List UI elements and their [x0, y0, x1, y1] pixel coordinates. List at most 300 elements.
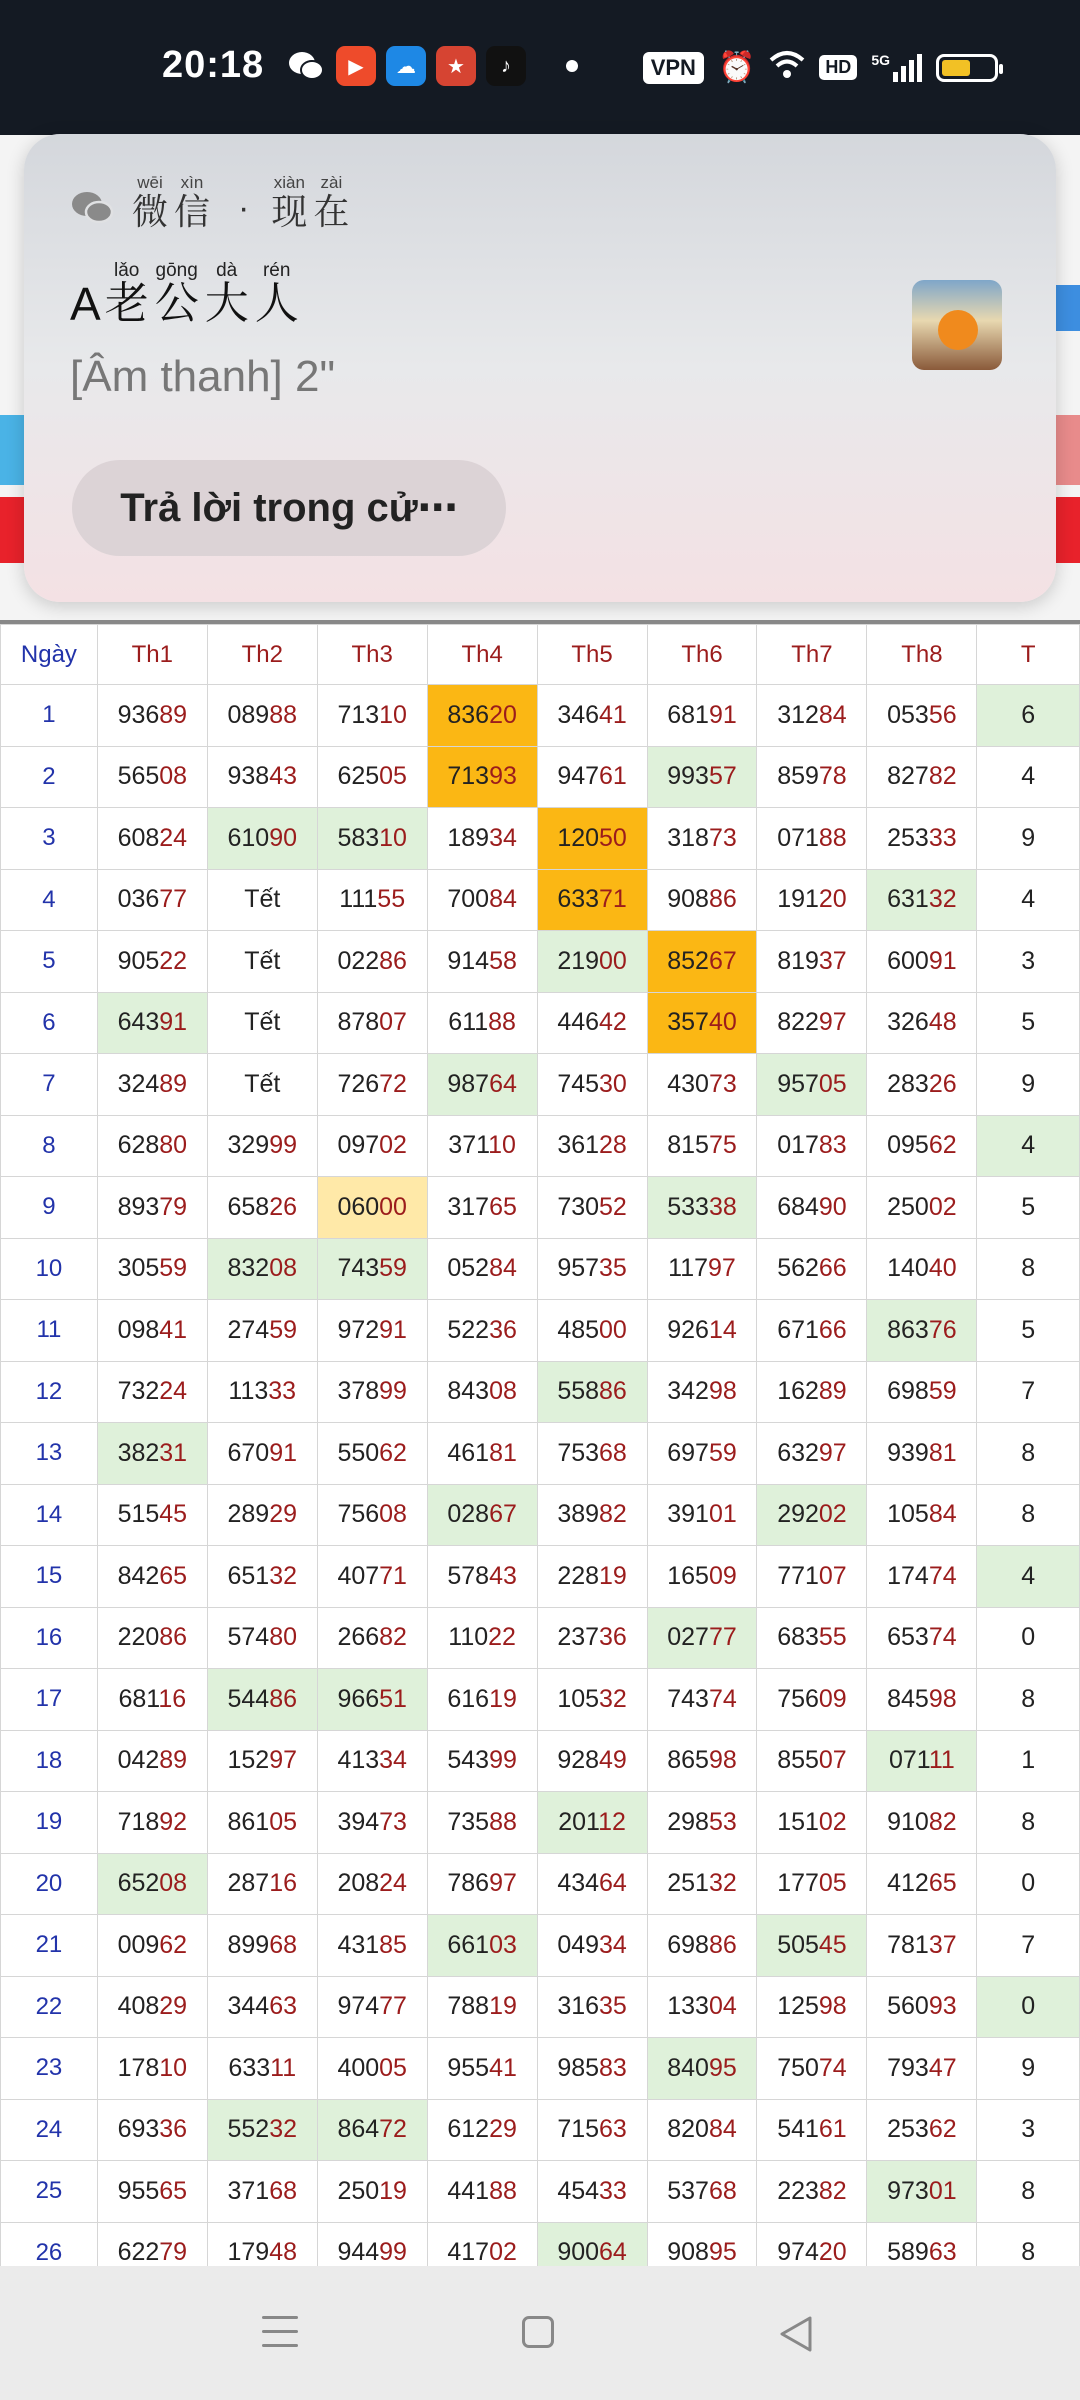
day-cell: 15	[1, 1546, 98, 1608]
result-cell: 04934	[537, 1915, 647, 1977]
sender-hanzi: 大	[204, 279, 249, 328]
result-cell: 61619	[427, 1669, 537, 1731]
result-cell: 7	[977, 1915, 1080, 1977]
result-cell: 62279	[97, 2222, 207, 2270]
result-cell: 72672	[317, 1054, 427, 1116]
app-name-hanzi: 信	[174, 191, 211, 232]
sender-hanzi: 老	[104, 279, 149, 328]
result-cell: 86598	[647, 1730, 757, 1792]
sender-avatar	[912, 280, 1002, 370]
notification-time	[271, 174, 355, 232]
result-cell: 38982	[537, 1484, 647, 1546]
result-cell: 82297	[757, 992, 867, 1054]
result-cell: 68191	[647, 685, 757, 747]
result-cell: 68355	[757, 1607, 867, 1669]
result-cell: 92614	[647, 1300, 757, 1362]
result-cell: 8	[977, 2222, 1080, 2270]
table-row	[1, 1792, 1080, 1854]
result-cell: Tết	[207, 1054, 317, 1116]
result-cell: 95541	[427, 2038, 537, 2100]
header-th6: Th6	[647, 625, 757, 685]
header-t: T	[977, 625, 1080, 685]
result-cell: 39473	[317, 1792, 427, 1854]
result-cell: 71892	[97, 1792, 207, 1854]
table-row	[1, 1115, 1080, 1177]
result-cell: 75368	[537, 1423, 647, 1485]
result-cell: 37168	[207, 2161, 317, 2223]
result-cell: 66103	[427, 1915, 537, 1977]
result-cell: 58310	[317, 808, 427, 870]
result-cell: 53768	[647, 2161, 757, 2223]
video-app-icon: ▶	[336, 46, 376, 86]
table-row	[1, 1423, 1080, 1485]
app-name-pinyin: wēi	[137, 173, 163, 192]
result-cell: 31284	[757, 685, 867, 747]
result-cell: 8	[977, 1423, 1080, 1485]
result-cell: 69886	[647, 1915, 757, 1977]
result-cell: 61188	[427, 992, 537, 1054]
result-cell: 26682	[317, 1607, 427, 1669]
table-row	[1, 1361, 1080, 1423]
result-cell: 85507	[757, 1730, 867, 1792]
result-cell: 51545	[97, 1484, 207, 1546]
app-name-hanzi: 微	[132, 191, 169, 232]
result-cell: 08988	[207, 685, 317, 747]
result-cell: 67091	[207, 1423, 317, 1485]
result-cell: 19120	[757, 869, 867, 931]
result-cell: 60824	[97, 808, 207, 870]
result-cell: 41265	[867, 1853, 977, 1915]
result-cell: 28929	[207, 1484, 317, 1546]
result-cell: 71393	[427, 746, 537, 808]
result-cell: 97291	[317, 1300, 427, 1362]
result-cell: 78819	[427, 1976, 537, 2038]
result-cell: 74374	[647, 1669, 757, 1731]
result-cell: 37899	[317, 1361, 427, 1423]
result-cell: 83620	[427, 685, 537, 747]
result-cell: 30559	[97, 1238, 207, 1300]
day-cell: 5	[1, 931, 98, 993]
result-cell: 84265	[97, 1546, 207, 1608]
result-cell: 41702	[427, 2222, 537, 2270]
result-cell: 8	[977, 2161, 1080, 2223]
result-cell: 17474	[867, 1546, 977, 1608]
day-cell: 13	[1, 1423, 98, 1485]
result-cell: 23736	[537, 1607, 647, 1669]
result-cell: 99357	[647, 746, 757, 808]
day-cell: 18	[1, 1730, 98, 1792]
result-cell: 97420	[757, 2222, 867, 2270]
day-cell: 20	[1, 1853, 98, 1915]
sender-pinyin: lǎo	[114, 260, 140, 281]
day-cell: 3	[1, 808, 98, 870]
result-cell: 11155	[317, 869, 427, 931]
app-name-char	[174, 174, 210, 232]
result-cell: 68490	[757, 1177, 867, 1239]
result-cell: 11022	[427, 1607, 537, 1669]
home-icon[interactable]	[522, 2316, 554, 2348]
result-cell: Tết	[207, 931, 317, 993]
day-cell: 9	[1, 1177, 98, 1239]
result-cell: 71310	[317, 685, 427, 747]
results-table	[0, 624, 1080, 2270]
header-day: Ngày	[1, 625, 98, 685]
result-cell: 63132	[867, 869, 977, 931]
result-cell: 69336	[97, 2099, 207, 2161]
table-row	[1, 1546, 1080, 1608]
result-cell: 09702	[317, 1115, 427, 1177]
result-cell: 10532	[537, 1669, 647, 1731]
result-cell: 50545	[757, 1915, 867, 1977]
result-cell: 9	[977, 1054, 1080, 1116]
result-cell: 84598	[867, 1669, 977, 1731]
table-row	[1, 746, 1080, 808]
sender-char	[105, 262, 149, 328]
result-cell: 20824	[317, 1853, 427, 1915]
result-cell: 09562	[867, 1115, 977, 1177]
table-row	[1, 931, 1080, 993]
result-cell: 57480	[207, 1607, 317, 1669]
result-cell: 0	[977, 1853, 1080, 1915]
result-cell: 75608	[317, 1484, 427, 1546]
result-cell: 35740	[647, 992, 757, 1054]
time-pinyin: xiàn	[273, 173, 305, 192]
result-cell: 8	[977, 1238, 1080, 1300]
result-cell: 25002	[867, 1177, 977, 1239]
result-cell: 43185	[317, 1915, 427, 1977]
result-cell: 55062	[317, 1423, 427, 1485]
status-bar	[0, 0, 1080, 135]
result-cell: 56508	[97, 746, 207, 808]
result-cell: 14040	[867, 1238, 977, 1300]
result-cell: 46181	[427, 1423, 537, 1485]
result-cell: 90895	[647, 2222, 757, 2270]
result-cell: 45433	[537, 2161, 647, 2223]
day-cell: 14	[1, 1484, 98, 1546]
result-cell: 55886	[537, 1361, 647, 1423]
result-cell: 5	[977, 992, 1080, 1054]
result-cell: 63371	[537, 869, 647, 931]
result-cell: 93689	[97, 685, 207, 747]
result-cell: 04289	[97, 1730, 207, 1792]
result-cell: 32648	[867, 992, 977, 1054]
table-row	[1, 1853, 1080, 1915]
day-cell: 17	[1, 1669, 98, 1731]
result-cell: 00962	[97, 1915, 207, 1977]
result-cell: 77107	[757, 1546, 867, 1608]
result-cell: 40829	[97, 1976, 207, 2038]
result-cell: 84095	[647, 2038, 757, 2100]
result-cell: 20112	[537, 1792, 647, 1854]
result-cell: 54486	[207, 1669, 317, 1731]
result-cell: 43073	[647, 1054, 757, 1116]
app-name-char	[132, 174, 168, 232]
result-cell: 73224	[97, 1361, 207, 1423]
time-hanzi: 在	[313, 191, 350, 232]
result-cell: 16289	[757, 1361, 867, 1423]
vpn-badge: VPN	[643, 52, 704, 84]
result-cell: 37110	[427, 1115, 537, 1177]
result-cell: 74359	[317, 1238, 427, 1300]
hd-badge: HD	[819, 55, 857, 80]
status-time: 20:18	[162, 44, 265, 86]
sender-pinyin: gōng	[155, 260, 198, 281]
result-cell: 15297	[207, 1730, 317, 1792]
day-cell: 16	[1, 1607, 98, 1669]
table-row	[1, 2099, 1080, 2161]
more-notifications-dot	[566, 60, 578, 72]
result-cell: 4	[977, 1546, 1080, 1608]
result-cell: 27459	[207, 1300, 317, 1362]
day-cell: 6	[1, 992, 98, 1054]
result-cell: 69759	[647, 1423, 757, 1485]
result-cell: 02867	[427, 1484, 537, 1546]
result-cell: 83208	[207, 1238, 317, 1300]
table-header-row	[1, 625, 1080, 685]
day-cell: 25	[1, 2161, 98, 2223]
cloud-app-icon: ☁	[386, 46, 426, 86]
result-cell: 8	[977, 1669, 1080, 1731]
result-cell: 74530	[537, 1054, 647, 1116]
result-cell: 70084	[427, 869, 537, 931]
result-cell: 11797	[647, 1238, 757, 1300]
header-th2: Th2	[207, 625, 317, 685]
result-cell: 75609	[757, 1669, 867, 1731]
result-cell: 07111	[867, 1730, 977, 1792]
result-cell: 93843	[207, 746, 317, 808]
table-row	[1, 1669, 1080, 1731]
result-cell: 73588	[427, 1792, 537, 1854]
result-cell: 96651	[317, 1669, 427, 1731]
result-cell: 58963	[867, 2222, 977, 2270]
result-cell: 92849	[537, 1730, 647, 1792]
result-cell: 86472	[317, 2099, 427, 2161]
table-row	[1, 1976, 1080, 2038]
result-cell: 28716	[207, 1853, 317, 1915]
result-cell: 95705	[757, 1054, 867, 1116]
result-cell: 01783	[757, 1115, 867, 1177]
wechat-icon	[286, 46, 326, 86]
result-cell: 4	[977, 746, 1080, 808]
result-cell: 91458	[427, 931, 537, 993]
result-cell: 36128	[537, 1115, 647, 1177]
wechat-icon	[70, 190, 114, 226]
result-cell: 71563	[537, 2099, 647, 2161]
result-cell: 06000	[317, 1177, 427, 1239]
result-cell: 90522	[97, 931, 207, 993]
result-cell: 90064	[537, 2222, 647, 2270]
result-cell: 15102	[757, 1792, 867, 1854]
header-th1: Th1	[97, 625, 207, 685]
result-cell: 84308	[427, 1361, 537, 1423]
table-row	[1, 808, 1080, 870]
result-cell: 93981	[867, 1423, 977, 1485]
sender-char	[255, 262, 299, 328]
table-row	[1, 1484, 1080, 1546]
result-cell: 34298	[647, 1361, 757, 1423]
result-cell: 0	[977, 1976, 1080, 2038]
day-cell: 21	[1, 1915, 98, 1977]
wechat-notification[interactable]	[24, 134, 1056, 602]
result-cell: 56266	[757, 1238, 867, 1300]
result-cell: 3	[977, 931, 1080, 993]
result-cell: 61229	[427, 2099, 537, 2161]
day-cell: 8	[1, 1115, 98, 1177]
result-cell: 18934	[427, 808, 537, 870]
result-cell: 81575	[647, 1115, 757, 1177]
result-cell: 73052	[537, 1177, 647, 1239]
table-row	[1, 1607, 1080, 1669]
result-cell: 40005	[317, 2038, 427, 2100]
sender-pinyin: rén	[262, 260, 291, 281]
result-cell: 7	[977, 1361, 1080, 1423]
result-cell: 34641	[537, 685, 647, 747]
result-cell: 41334	[317, 1730, 427, 1792]
table-row	[1, 992, 1080, 1054]
sender-prefix: A	[70, 278, 101, 330]
result-cell: 02777	[647, 1607, 757, 1669]
result-cell: 10584	[867, 1484, 977, 1546]
result-cell: 65132	[207, 1546, 317, 1608]
wifi-icon	[769, 50, 805, 85]
result-cell: 98583	[537, 2038, 647, 2100]
result-cell: 69859	[867, 1361, 977, 1423]
day-cell: 1	[1, 685, 98, 747]
result-cell: 89379	[97, 1177, 207, 1239]
result-cell: 85978	[757, 746, 867, 808]
result-cell: 22086	[97, 1607, 207, 1669]
result-cell: 65826	[207, 1177, 317, 1239]
result-cell: 75074	[757, 2038, 867, 2100]
battery-icon	[936, 54, 998, 82]
result-cell: 95735	[537, 1238, 647, 1300]
result-cell: 16509	[647, 1546, 757, 1608]
signal-icon	[871, 51, 922, 82]
header-th8: Th8	[867, 625, 977, 685]
game-app-icon: ★	[436, 46, 476, 86]
time-pinyin: zài	[320, 173, 343, 192]
result-cell: 22382	[757, 2161, 867, 2223]
result-cell: 97477	[317, 1976, 427, 2038]
result-cell: 13304	[647, 1976, 757, 2038]
result-cell: 5	[977, 1300, 1080, 1362]
result-cell: 17948	[207, 2222, 317, 2270]
header-th4: Th4	[427, 625, 537, 685]
result-cell: 54161	[757, 2099, 867, 2161]
result-cell: 38231	[97, 1423, 207, 1485]
result-cell: 87807	[317, 992, 427, 1054]
table-row	[1, 1177, 1080, 1239]
result-cell: 21900	[537, 931, 647, 993]
result-cell: 05284	[427, 1238, 537, 1300]
result-cell: 86105	[207, 1792, 317, 1854]
result-cell: 12598	[757, 1976, 867, 2038]
result-cell: 64391	[97, 992, 207, 1054]
day-cell: 12	[1, 1361, 98, 1423]
table-row	[1, 1300, 1080, 1362]
result-cell: 78137	[867, 1915, 977, 1977]
result-cell: 67166	[757, 1300, 867, 1362]
result-cell: 68116	[97, 1669, 207, 1731]
header-th7: Th7	[757, 625, 867, 685]
table-row	[1, 2161, 1080, 2223]
result-cell: 25019	[317, 2161, 427, 2223]
result-cell: 82782	[867, 746, 977, 808]
table-row	[1, 1054, 1080, 1116]
day-cell: 7	[1, 1054, 98, 1116]
result-cell: 22819	[537, 1546, 647, 1608]
result-cell: 65208	[97, 1853, 207, 1915]
result-cell: 3	[977, 2099, 1080, 2161]
result-cell: 53338	[647, 1177, 757, 1239]
day-cell: 2	[1, 746, 98, 808]
result-cell: 55232	[207, 2099, 317, 2161]
battery-level	[942, 60, 970, 76]
day-cell: 10	[1, 1238, 98, 1300]
sender-char	[155, 262, 199, 328]
result-cell: 94499	[317, 2222, 427, 2270]
result-cell: 25362	[867, 2099, 977, 2161]
result-cell: 31765	[427, 1177, 537, 1239]
tiktok-icon: ♪	[486, 46, 526, 86]
app-name-pinyin: xìn	[180, 173, 204, 192]
result-cell: 63311	[207, 2038, 317, 2100]
notification-app-name	[132, 174, 216, 232]
result-cell: 65374	[867, 1607, 977, 1669]
status-indicators	[643, 50, 998, 85]
result-cell: 78697	[427, 1853, 537, 1915]
reply-button[interactable]: Trả lời trong cử⋯	[72, 460, 506, 556]
day-cell: 24	[1, 2099, 98, 2161]
day-cell: 11	[1, 1300, 98, 1362]
result-cell: 11333	[207, 1361, 317, 1423]
result-cell: 95565	[97, 2161, 207, 2223]
menu-icon[interactable]	[262, 2316, 298, 2350]
result-cell: 57843	[427, 1546, 537, 1608]
result-cell: 89968	[207, 1915, 317, 1977]
sender-pinyin: dà	[216, 260, 238, 281]
result-cell: 0	[977, 1607, 1080, 1669]
result-cell: 31873	[647, 808, 757, 870]
day-cell: 23	[1, 2038, 98, 2100]
result-cell: 17705	[757, 1853, 867, 1915]
result-cell: 6	[977, 685, 1080, 747]
result-cell: 8	[977, 1792, 1080, 1854]
day-cell: 4	[1, 869, 98, 931]
result-cell: 5	[977, 1177, 1080, 1239]
result-cell: 09841	[97, 1300, 207, 1362]
result-cell: 07188	[757, 808, 867, 870]
result-cell: 05356	[867, 685, 977, 747]
result-cell: Tết	[207, 992, 317, 1054]
result-cell: 4	[977, 869, 1080, 931]
result-cell: 54399	[427, 1730, 537, 1792]
result-cell: 03677	[97, 869, 207, 931]
result-cell: 97301	[867, 2161, 977, 2223]
result-cell: 94761	[537, 746, 647, 808]
result-cell: 98764	[427, 1054, 537, 1116]
result-cell: 91082	[867, 1792, 977, 1854]
notification-message: [Âm thanh] 2"	[70, 352, 336, 401]
result-cell: Tết	[207, 869, 317, 931]
result-cell: 8	[977, 1484, 1080, 1546]
alarm-icon: ⏰	[717, 51, 756, 84]
result-cell: 63297	[757, 1423, 867, 1485]
table-row	[1, 2038, 1080, 2100]
results-table-container[interactable]	[0, 620, 1080, 2270]
result-cell: 9	[977, 2038, 1080, 2100]
result-cell: 39101	[647, 1484, 757, 1546]
